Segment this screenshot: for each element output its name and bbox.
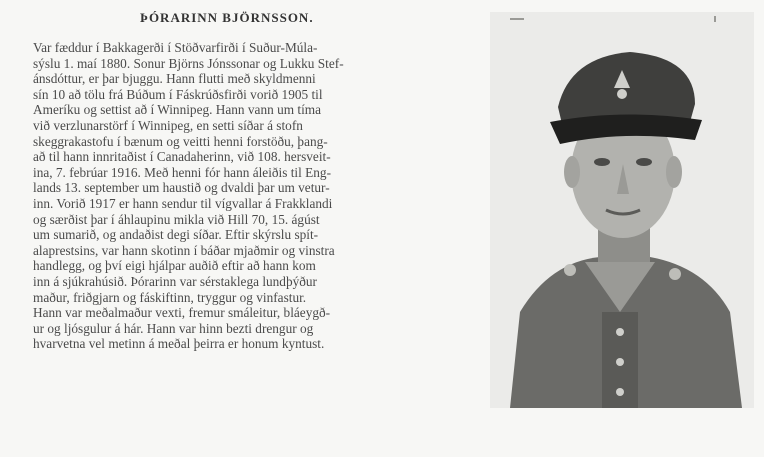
text-line: Hann var meðalmaður vexti, fremur smáleitur, bláeygð- [33,305,331,321]
text-line: sín 10 að tölu frá Búðum í Fáskrúðsfirði vorið 1905 til [33,86,323,102]
text-line: hvarvetna vel metinn á meðal þeirra er honum kyntust. [33,336,325,352]
text-line: inn á sjúkrahúsið. Þórarinn var sérstaklega lundþýður [33,273,317,289]
text-line: sýslu 1. maí 1880. Sonur Björns Jónssonar og Lukku Stef- [33,55,344,71]
text-line: ina, 7. febrúar 1916. Með henni fór hann áleiðis til Eng- [33,164,331,180]
text-line: maður, friðgjarn og fáskiftinn, tryggur og vinfastur. [33,289,307,305]
biography-text [33,40,473,352]
text-line: og særðist þar í áhlaupinu mikla við Hill 70, 15. ágúst [33,211,320,227]
text-line: skeggrakastofu í bænum og veitti henni forstöðu, þang- [33,133,328,149]
text-line: ur og ljósgulur á hár. Hann var hinn bezti drengur og [33,320,314,336]
text-line: lands 13. september um haustið og dvaldi þar um vetur- [33,180,330,196]
text-line: Var fæddur í Bakkagerði í Stöðvarfirði í Suður-Múla- [33,40,318,55]
text-line: Ameríku og settist að í Winnipeg. Hann vann um tíma [33,102,322,118]
text-line: að til hann innritaðist í Canadaherinn, við 108. hersveit- [33,149,331,165]
text-line: ánsdóttur, er þar bjuggu. Hann flutti með skyldmenni [33,71,316,87]
text-line: alaprestsins, var hann skotinn í báðar mjaðmir og vinstra [33,242,335,258]
text-line: inn. Vorið 1917 er hann sendur til vígvallar á Frakklandi [33,195,333,211]
soldier-portrait-photo [490,12,754,408]
text-line: við verzlunarstörf í Winnipeg, en setti síðar á stofn [33,117,303,133]
text-line: um sumarið, og andaðist degi síðar. Eftir skýrslu spít- [33,227,319,243]
page-title: ÞÓRARINN BJÖRNSSON. [140,10,314,25]
text-line: handlegg, og því eigi hjálpar auðið eftir að hann kom [33,258,316,274]
portrait-illustration [490,12,754,408]
